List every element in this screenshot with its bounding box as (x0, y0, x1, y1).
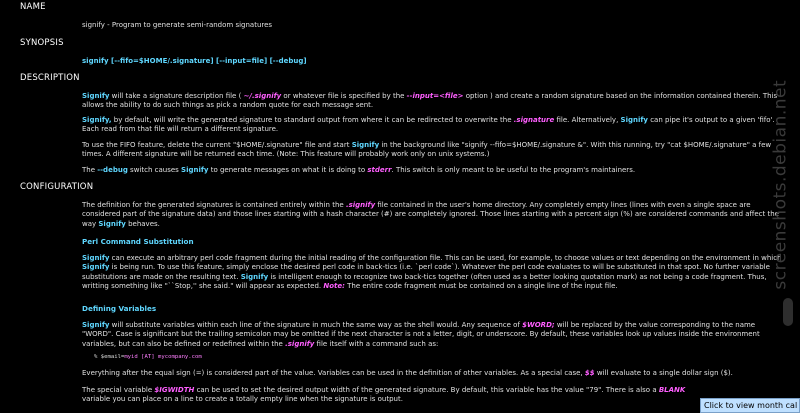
clock-tooltip: Click to view month cal (700, 398, 800, 413)
synopsis-text: signify [--fifo=$HOME/.signature] [--input=file] [--debug] (82, 57, 307, 65)
perl-substitution-paragraph: Signify can execute an arbitrary perl code fragment during the initial reading of the configuration file. This can be used, for example, to choose values or text depending on the environment in which Signify is being run. To use this feature, simply enclose the desired perl code in back-tics (i.e. `perl code`). Whatever the perl code evaluates to will be substituted in that spot. No further variable substitutions are made on the resulting text. Signify is intelligent enough to recognize two back-tics together (often used as a better looking quotation mark) as not being a code fragment. Thus, writting something like "``Stop,'' she said." will appear as expected. Note: The entire code fragment must be contained on a single line of the input file. (82, 254, 782, 291)
description-paragraph-4: The --debug switch causes Signify to generate messages on what it is doing to stderr. This switch is only meant to be useful to the program's maintainers. (82, 166, 636, 174)
name-text: signify - Program to generate semi-random signatures (82, 21, 273, 29)
configuration-paragraph-1: The definition for the generated signatures is contained entirely within the .signify file contained in the user's home directory. Any completely empty lines (lines with even a single space are considered part of the signature data) and those lines starting with a hash character (#) are completely ignored. Those lines starting with a percent sign (%) are considered commands and affect the way Signify behaves. (82, 201, 779, 228)
sigwidth-paragraph: The special variable $IGWIDTH can be used to set the desired output width of the generated signature. By default, this variable has the value "79". There is also a BLANK variable you can place on a line to create a totally empty line when the signature is output. (82, 386, 686, 404)
code-example: % $email=myid [AT] mycompany.com (94, 354, 202, 360)
scroll-handle[interactable] (783, 298, 793, 326)
description-paragraph-1: Signify will take a signature description file ( ~/.signify or whatever file is specified by the --input=<file> option ) and create a random signature based on the information contained therein. This allows the ability to do such things as pick a random quote for each message sent. (82, 92, 778, 110)
section-heading-configuration: CONFIGURATION (20, 182, 94, 192)
section-heading-synopsis: SYNOPSIS (20, 38, 64, 48)
description-paragraph-2: Signify, by default, will write the generated signature to standard output from where it can be redirected to overwrite the .signature file. Alternatively, Signify can pipe it's output to a given 'fifo'. Each read from that file will return a different signature. (82, 116, 775, 134)
equal-sign-paragraph: Everything after the equal sign (=) is considered part of the value. Variables can be used in the definition of other variables. As a special case, $$ will evaluate to a single dollar sign ($). (82, 369, 733, 377)
subheading-perl-command-substitution: Perl Command Substitution (82, 237, 194, 246)
section-heading-name: NAME (20, 2, 46, 12)
description-paragraph-3: To use the FIFO feature, delete the current "$HOME/.signature" file and start Signify in the background like "signify --fifo=$HOME/.signature &". With this running, try "cat $HOME/.signature" a few times. A different signature will be returned each time. (Note: This feature will probably work only on unix systems.) (82, 141, 772, 159)
defining-variables-paragraph: Signify will substitute variables within each line of the signature in much the same way as the shell would. Any sequence of $WORD; will be replaced by the value corresponding to the name "WORD". Case is significant but the trailing semicolon may be omitted if the next character is not a letter, digit, or underscore. By default, these variables look up values inside the environment variables, but can also be defined or redefined within the .signify file itself with a command such as: (82, 321, 760, 348)
watermark: screenshots.debian.net (770, 79, 791, 290)
subheading-defining-variables: Defining Variables (82, 304, 157, 313)
section-heading-description: DESCRIPTION (20, 73, 80, 83)
